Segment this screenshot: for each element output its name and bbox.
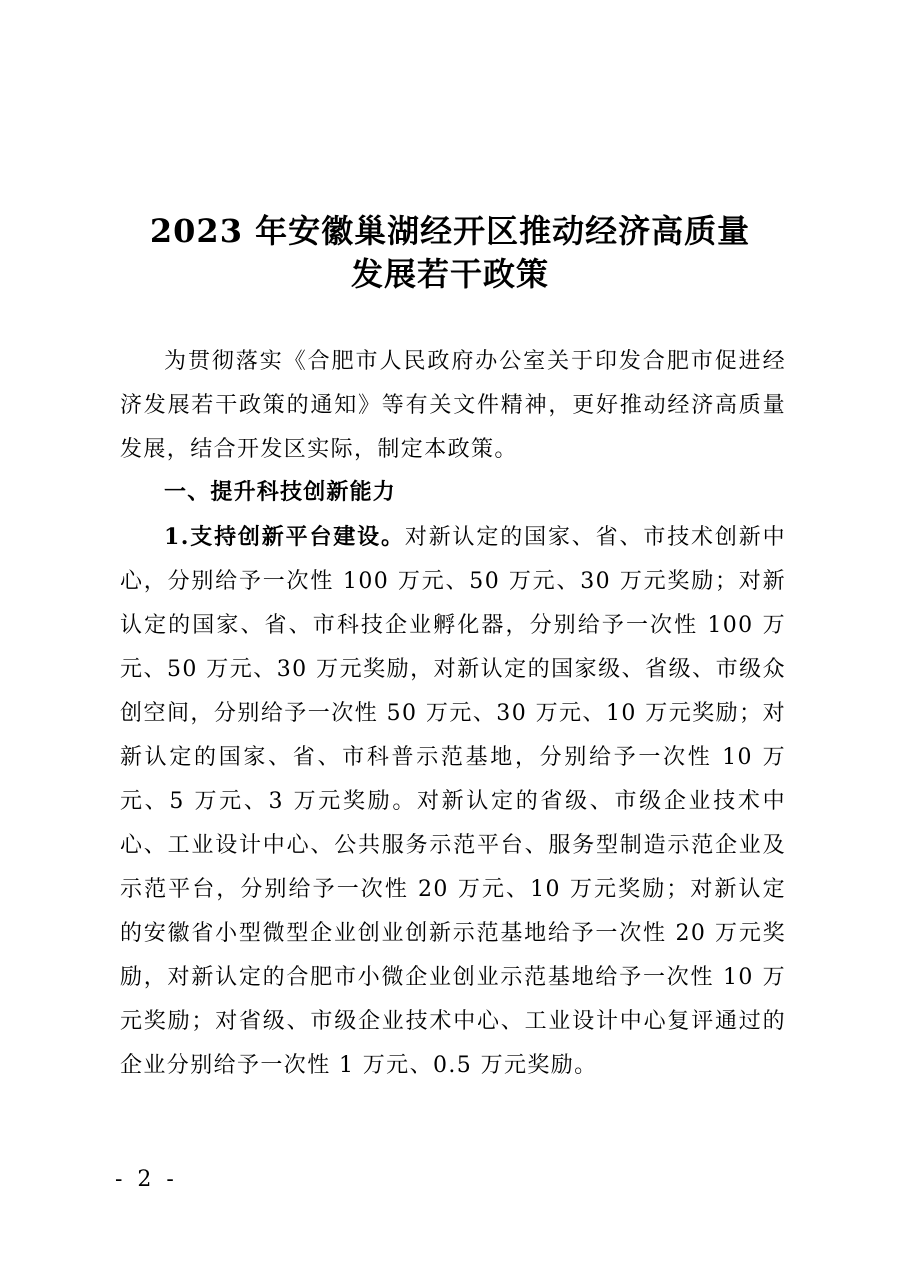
policy-item-paragraph bbox=[120, 515, 786, 1088]
document-title-line-1: 2023 年安徽巢湖经开区推动经济高质量 bbox=[149, 212, 751, 250]
intro-paragraph: 为贯彻落实《合肥市人民政府办公室关于印发合肥市促进经济发展若干政策的通知》等有关文件精神，更好推动经济高质量发展，结合开发区实际，制定本政策。 bbox=[120, 349, 786, 462]
policy-item-body: 对新认定的国家、省、市技术创新中心，分别给予一次性 100 万元、50 万元、30 万元奖励；对新认定的国家、省、市科技企业孵化器，分别给予一次性 100 万元、50 万元、30 万元奖励，对新认定的国家级、省级、市级众创空间，分别给予一次性 50 万元、30 万元、10 万元奖励；对新认定的国家、省、市科普示范基地，分别给予一次性 10 万元、5 万元、3 万元奖励。对新认定的省级、市级企业技术中心、工业设计中心、公共服务示范平台、服务型制造示范企业及示范平台，分别给予一次性 20 万元、10 万元奖励；对新认定的安徽省小型微型企业创业创新示范基地给予一次性 20 万元奖励，对新认定的合肥市小微企业创业示范基地给予一次性 10 万元奖励；对省级、市级企业技术中心、工业设计中心复评通过的企业分别给予一次性 1 万元、0.5 万元奖励。 bbox=[120, 525, 786, 1078]
page-number: - 2 - bbox=[115, 1167, 178, 1192]
section-heading: 一、提升科技创新能力 bbox=[164, 480, 397, 505]
policy-item-lead: 1.支持创新平台建设。 bbox=[164, 524, 405, 550]
document-title-line-2: 发展若干政策 bbox=[350, 255, 549, 293]
